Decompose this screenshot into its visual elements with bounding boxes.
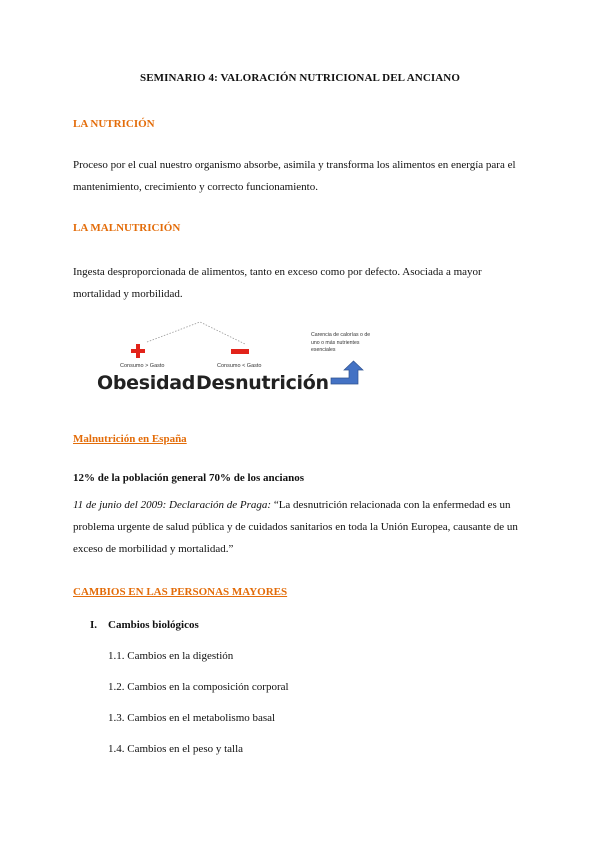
paragraph-line: exceso de morbilidad y mortalidad.” xyxy=(73,543,234,555)
subheading-num: I. xyxy=(90,619,98,631)
malnutrition-figure xyxy=(92,316,402,400)
list-item: 1.4. Cambios en el peso y talla xyxy=(108,743,244,755)
word-desnutricion: Desnutrición xyxy=(196,372,329,394)
paragraph-line: Ingesta desproporcionada de alimentos, tanto en exceso como por defecto. Asociada a mayor xyxy=(73,266,482,278)
heading-malnutricion-espana: Malnutrición en España xyxy=(73,433,187,445)
heading-malnutricion: LA MALNUTRICIÓN xyxy=(73,222,181,234)
word-obesidad: Obesidad xyxy=(97,372,196,394)
minus-icon xyxy=(231,349,249,354)
paragraph-line: mortalidad y morbilidad. xyxy=(73,288,183,300)
list-item: 1.2. Cambios en la composición corporal xyxy=(108,681,289,693)
caption-consumo-menor: Consumo < Gasto xyxy=(217,363,262,369)
subheading-cambios-biologicos: Cambios biológicos xyxy=(108,619,199,631)
list-item: 1.1. Cambios en la digestión xyxy=(108,650,234,662)
bent-arrow-icon xyxy=(330,360,364,386)
note-line: uno o más nutrientes xyxy=(311,339,360,346)
paragraph-line: mantenimiento, crecimiento y correcto funcionamiento. xyxy=(73,181,318,193)
paragraph-line: Proceso por el cual nuestro organismo absorbe, asimila y transforma los alimentos en energía para el xyxy=(73,159,516,171)
quote-text: “La desnutrición relacionada con la enfermedad es un xyxy=(271,499,511,511)
note-carencia xyxy=(311,332,389,355)
heading-nutricion: LA NUTRICIÓN xyxy=(73,118,155,130)
paragraph-nutricion xyxy=(73,154,543,198)
quote-date: 11 de junio del 2009: Declaración de Praga: xyxy=(73,499,272,511)
note-line: esenciales xyxy=(311,347,336,353)
paragraph-line xyxy=(73,494,543,516)
list-item: 1.3. Cambios en el metabolismo basal xyxy=(108,712,276,724)
caption-consumo-mayor: Consumo > Gasto xyxy=(120,363,165,369)
paragraph-malnutricion xyxy=(73,261,543,305)
heading-cambios: CAMBIOS EN LAS PERSONAS MAYORES xyxy=(73,586,288,598)
paragraph-praga xyxy=(73,494,543,560)
plus-icon xyxy=(131,344,145,358)
stat-line: 12% de la población general 70% de los ancianos xyxy=(73,472,305,484)
page-title: SEMINARIO 4: VALORACIÓN NUTRICIONAL DEL ANCIANO xyxy=(140,72,460,84)
paragraph-line: problema urgente de salud pública y de cuidados sanitarios en toda la Unión Europea, causante de un xyxy=(73,521,518,533)
note-line: Carencia de calorías o de xyxy=(311,332,371,338)
